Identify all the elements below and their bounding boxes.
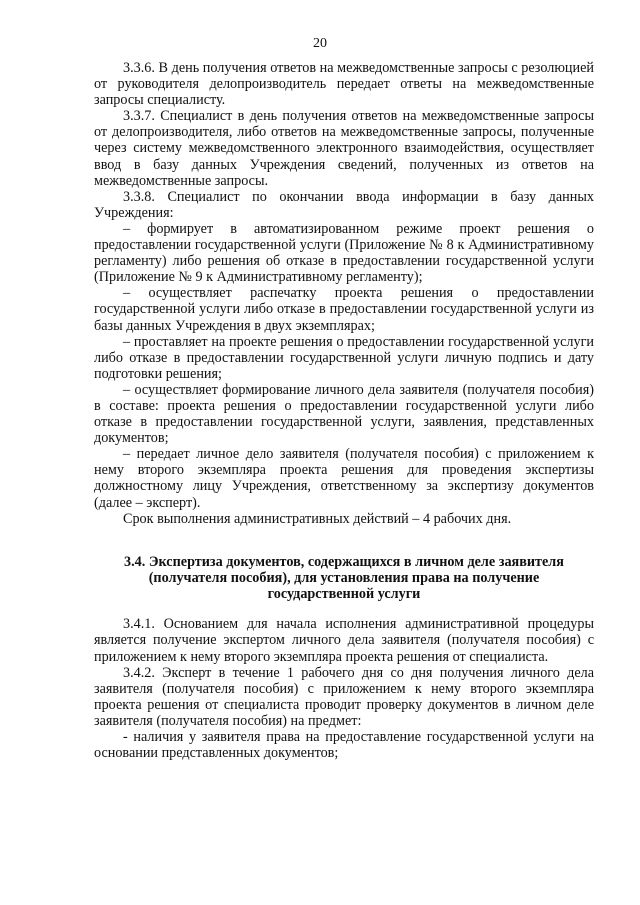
section-heading-3-4 xyxy=(94,554,594,603)
list-item-sign-draft: – проставляет на проекте решения о предоставлении государственной услуги либо отказе в предоставлении государственной услуги личную подпись и дату подготовки решения; xyxy=(94,333,594,382)
paragraph-3-4-2: 3.4.2. Эксперт в течение 1 рабочего дня со дня получения личного дела заявителя (получателя пособия) с приложением к нему второго экземпляра проекта решения от специалиста проводит проверку документов в личном деле заявителя (получателя пособия) на предмет: xyxy=(94,664,594,729)
list-item-pass-case: – передает личное дело заявителя (получателя пособия) с приложением к нему второго экземпляра проекта решения для проведения экспертизы должностному лицу Учреждения, ответственному за экспертизу документов (далее – эксперт). xyxy=(94,446,594,511)
list-item-print-draft: – осуществляет распечатку проекта решения о предоставлении государственной услуги либо отказе в предоставлении государственной услуги из базы данных Учреждения в двух экземплярах; xyxy=(94,285,594,334)
document-body xyxy=(94,60,594,761)
list-item-right-check: - наличия у заявителя права на предоставление государственной услуги на основании представленных документов; xyxy=(94,728,594,762)
section-heading-line: (получателя пособия), для установления права на получение xyxy=(148,569,540,586)
list-item-form-case: – осуществляет формирование личного дела заявителя (получателя пособия) в составе: проекта решения о предоставлении государственной услуги либо отказе в предоставлении государственной услуги, заявления, представленных документов; xyxy=(94,381,594,447)
section-heading-line: 3.4. Экспертиза документов, содержащихся в личном деле заявителя xyxy=(124,553,564,570)
page-number: 20 xyxy=(313,36,327,51)
list-item-form-draft: – формирует в автоматизированном режиме проект решения о предоставлении государственной услуги (Приложение № 8 к Административному регламенту) либо решения об отказе в предоставлении государственной услуги (Приложение № 9 к Административному регламенту); xyxy=(94,220,594,286)
paragraph-3-4-1: 3.4.1. Основанием для начала исполнения административной процедуры является получение экспертом личного дела заявителя (получателя пособия) с приложением к нему второго экземпляра проекта решения от специалиста. xyxy=(94,616,594,665)
paragraph-3-3-8: 3.3.8. Специалист по окончании ввода информации в базу данных Учреждения: xyxy=(94,188,594,221)
section-heading-line: государственной услуги xyxy=(267,586,421,603)
paragraph-deadline: Срок выполнения административных действий – 4 рабочих дня. xyxy=(123,510,512,527)
paragraph-3-3-6: 3.3.6. В день получения ответов на межведомственные запросы с резолюцией от руководителя делопроизводитель передает ответы на межведомственные запросы специалисту. xyxy=(94,60,594,109)
paragraph-3-3-7: 3.3.7. Специалист в день получения ответов на межведомственные запросы от делопроизводителя, либо ответов на межведомственные запросы, полученные через систему межведомственного электронного взаимодействия, осуществляет ввод в базу данных Учреждения сведений, полученных из ответов на межведомственные запросы. xyxy=(94,108,594,189)
